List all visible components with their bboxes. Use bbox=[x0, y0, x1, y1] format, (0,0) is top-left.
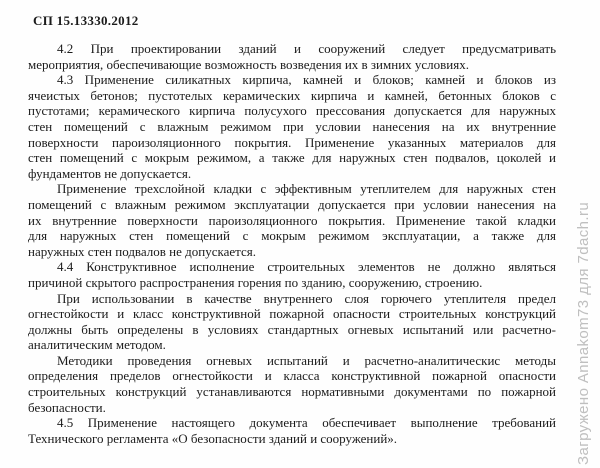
text-line: безопасности. bbox=[28, 399, 106, 415]
text-line: Методики проведения огневых испытаний и расчетно-аналитическис методы bbox=[57, 352, 556, 368]
text-line: стен помещений с мокрым режимом, а также для наружных стен подвалов, цоколей и bbox=[28, 150, 556, 166]
text-line: 4.3 Применение силикатных кирпича, камней и блоков; камней и блоков из bbox=[57, 72, 556, 88]
text-line: пустотами; керамического кирпича полусухого прессования допускается для наружных bbox=[28, 103, 556, 119]
document-body bbox=[28, 41, 556, 446]
text-line: 4.5 Применение настоящего документа обеспечивает выполнение требований bbox=[57, 415, 556, 431]
text-line: 4.4 Конструктивное исполнение строительных элементов не должно являться bbox=[57, 259, 556, 275]
text-line: аналитическим методом. bbox=[28, 337, 166, 353]
text-line: мероприятия, обеспечивающие возможность возведения их в зимних условиях. bbox=[28, 56, 469, 72]
text-line: 4.2 При проектировании зданий и сооружений следует предусматривать bbox=[57, 41, 556, 56]
text-line: При использовании в качестве внутреннего слоя горючего утеплителя предел bbox=[57, 290, 556, 306]
text-line: помещений с влажным режимом эксплуатации допускается при условии нанесения на bbox=[28, 196, 556, 212]
text-line: фундаментов не допускается. bbox=[28, 165, 192, 181]
text-line: их внутренние поверхности пароизоляционного покрытия. Применение такой кладки bbox=[28, 212, 556, 228]
text-line: должны быть определены в условиях стандартных огневых испытаний или расчетно- bbox=[28, 321, 556, 337]
text-line: Применение трехслойной кладки с эффективным утеплителем для наружных стен bbox=[57, 181, 556, 197]
text-line: ячеистых бетонов; пустотелых керамических кирпича и камней, бетонных блоков с bbox=[28, 87, 556, 103]
watermark-text: Загружено Annakom73 для 7dach.ru bbox=[575, 201, 592, 465]
text-line: поверхности пароизоляционного покрытия. Применение указанных материалов для bbox=[28, 134, 556, 150]
text-line: для наружных стен помещений с мокрым режимом эксплуатации, а также для bbox=[28, 228, 556, 244]
text-line: определения пределов огнестойкости и класса конструктивной пожарной опасности bbox=[28, 368, 556, 384]
text-line: Технического регламента «О безопасности зданий и сооружений». bbox=[28, 430, 398, 446]
document-code-header: СП 15.13330.2012 bbox=[33, 13, 139, 28]
text-line: причиной скрытого распространения горения по зданию, сооружению, строению. bbox=[28, 274, 483, 290]
text-line: наружных стен подвалов не допускается. bbox=[28, 243, 256, 259]
text-line: стен помещений с влажным режимом при условии нанесения на их внутренние bbox=[28, 118, 556, 134]
text-line: строительных конструкций устанавливаются нормативными документами по пожарной bbox=[28, 384, 556, 400]
text-line: огнестойкости и класс конструктивной пожарной опасности строительных конструкций bbox=[28, 306, 556, 322]
